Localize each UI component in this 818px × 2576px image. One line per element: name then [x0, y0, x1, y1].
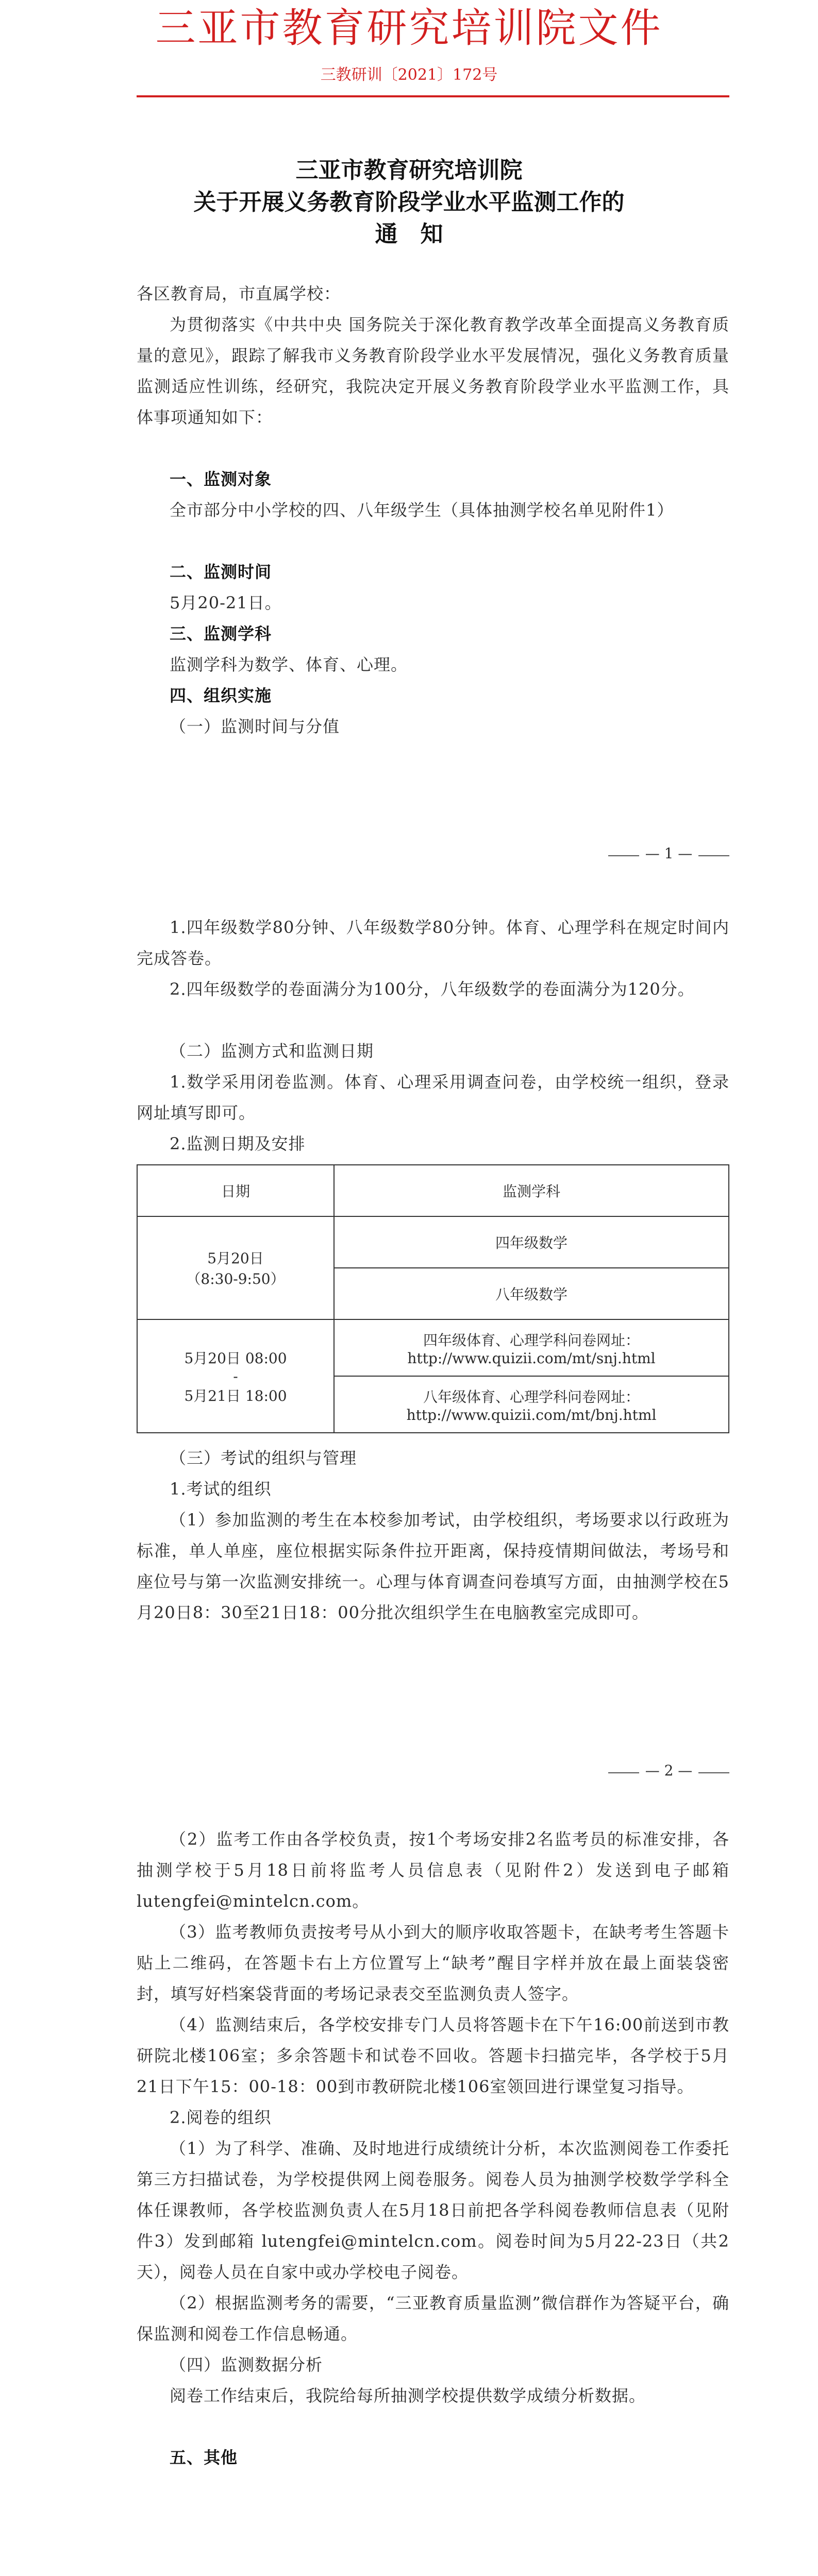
section-2-text: 5月20-21日。 — [170, 593, 282, 613]
table-cell-subject-grade8: 八年级数学 — [334, 1268, 729, 1319]
document-number: 三教研训〔2021〕172号 — [320, 66, 498, 84]
table-cell-subject-grade4: 四年级数学 — [334, 1216, 729, 1268]
exam-organization-paragraph-3: （3）监考教师负责按考号从小到大的顺序收取答题卡，在缺考考生答题卡贴上二维码，在答题卡右上方位置写上“缺考”醒目字样并放在最上面装袋密封，填写好档案袋背面的考场记录表交至监测负责人签字。 — [137, 1922, 729, 2004]
notice-title-line3: 通 知 — [375, 221, 443, 247]
section-4-subtitle-3: （三）考试的组织与管理 — [170, 1448, 357, 1468]
exam-organization-paragraph-1: （1）参加监测的考生在本校参加考试，由学校组织，考场要求以行政班为标准，单人单座，座位根据实际条件拉开距离，保持疫情期间做法，考场号和座位号与第一次监测安排统一。心理与体育调查问卷填写方面，由抽测学校在5月20日8：30至21日18：00分批次组织学生在电脑教室完成即可。 — [137, 1510, 729, 1622]
section-4-subtitle-2: （二）监测方式和监测日期 — [170, 1041, 374, 1061]
survey-grade8-url[interactable]: http://www.quizii.com/mt/bnj.html — [406, 1406, 657, 1423]
exam-method-paragraph: 1.数学采用闭卷监测。体育、心理采用调查问卷，由学校统一组织，登录网址填写即可。 — [137, 1072, 729, 1123]
page-number-2: — 2 — — [608, 1762, 729, 1779]
exam-organization-heading: 1.考试的组织 — [170, 1479, 272, 1499]
section-1-title: 一、监测对象 — [170, 469, 272, 489]
schedule-caption: 2.监测日期及安排 — [170, 1134, 306, 1154]
table-header-date: 日期 — [137, 1165, 334, 1216]
survey-grade4-url[interactable]: http://www.quizii.com/mt/snj.html — [407, 1349, 656, 1367]
exam-organization-paragraph-2: （2）监考工作由各学校负责，按1个考场安排2名监考员的标准安排，各抽测学校于5月18日前将监考人员信息表（见附件2）发送到电子邮箱 lutengfei@mintelcn.com。 — [137, 1829, 729, 1911]
section-1-text: 全市部分中小学校的四、八年级学生（具体抽测学校名单见附件1） — [170, 500, 674, 520]
table-cell-survey-grade8 — [334, 1376, 729, 1433]
section-4-subtitle-1: （一）监测时间与分值 — [170, 717, 340, 736]
table-row — [137, 1216, 729, 1268]
table-time-text: （8:30-9:50） — [186, 1270, 285, 1287]
salutation: 各区教育局，市直属学校： — [137, 284, 341, 303]
grading-paragraph-1: （1）为了科学、准确、及时地进行成绩统计分析，本次监测阅卷工作委托第三方扫描试卷，为学校提供网上阅卷服务。阅卷人员为抽测学校数学学科全体任课教师，各学校监测负责人在5月18日前把各学科阅卷教师信息表（见附件3）发到邮箱 lutengfei@mintelcn.com。阅卷时间为5月22-23日（共2天），阅卷人员在自家中或办学校电子阅卷。 — [137, 2139, 729, 2282]
survey-grade4-label: 四年级体育、心理学科问卷网址： — [423, 1331, 640, 1349]
exam-duration-paragraph: 1.四年级数学80分钟、八年级数学80分钟。体育、心理学科在规定时间内完成答卷。 — [137, 918, 729, 968]
section-2-title: 二、监测时间 — [170, 562, 272, 582]
section-3-text: 监测学科为数学、体育、心理。 — [170, 655, 408, 674]
grading-paragraph-2: （2）根据监测考务的需要，“三亚教育质量监测”微信群作为答疑平台，确保监测和阅卷工作信息畅通。 — [137, 2293, 729, 2344]
data-analysis-paragraph: 阅卷工作结束后，我院给每所抽测学校提供数学成绩分析数据。 — [170, 2386, 646, 2405]
document-header-title: 三亚市教育研究培训院文件 — [155, 5, 663, 52]
table-date-text: 5月20日 — [207, 1250, 264, 1267]
table-date-start: 5月20日 08:00 — [184, 1349, 287, 1367]
section-5-title: 五、其他 — [170, 2448, 238, 2467]
intro-paragraph: 为贯彻落实《中共中央 国务院关于深化教育教学改革全面提高义务教育质量的意见》，跟踪了解我市义务教育阶段学业水平发展情况，强化义务教育质量监测适应性训练，经研究，我院决定开展义务教育阶段学业水平监测工作，具体事项通知如下： — [137, 315, 729, 427]
table-cell-date-2 — [137, 1319, 334, 1433]
table-cell-date-1 — [137, 1216, 334, 1319]
page-number-1: — 1 — — [608, 845, 729, 862]
section-3-title: 三、监测学科 — [170, 624, 272, 643]
table-date-end: 5月21日 18:00 — [184, 1387, 287, 1404]
schedule-table — [137, 1164, 729, 1433]
section-4-title: 四、组织实施 — [170, 686, 272, 705]
grading-organization-heading: 2.阅卷的组织 — [170, 2108, 272, 2127]
table-header-subject: 监测学科 — [334, 1165, 729, 1216]
table-date-dash: - — [233, 1367, 238, 1385]
header-red-divider — [137, 95, 729, 97]
survey-grade8-label: 八年级体育、心理学科问卷网址： — [423, 1388, 640, 1405]
table-header-row — [137, 1165, 729, 1216]
notice-title-line1: 三亚市教育研究培训院 — [295, 157, 523, 183]
table-row — [137, 1319, 729, 1376]
section-4-subtitle-4: （四）监测数据分析 — [170, 2355, 323, 2375]
notice-title-line2: 关于开展义务教育阶段学业水平监测工作的 — [193, 189, 625, 215]
exam-organization-paragraph-4: （4）监测结束后，各学校安排专门人员将答题卡在下午16:00前送到市教研院北楼106室；多余答题卡和试卷不回收。答题卡扫描完毕，各学校于5月21日下午15：00-18：00到市教研院北楼106室领回进行课堂复习指导。 — [137, 2015, 729, 2096]
exam-score-paragraph: 2.四年级数学的卷面满分为100分，八年级数学的卷面满分为120分。 — [170, 979, 695, 999]
table-cell-survey-grade4 — [334, 1319, 729, 1376]
